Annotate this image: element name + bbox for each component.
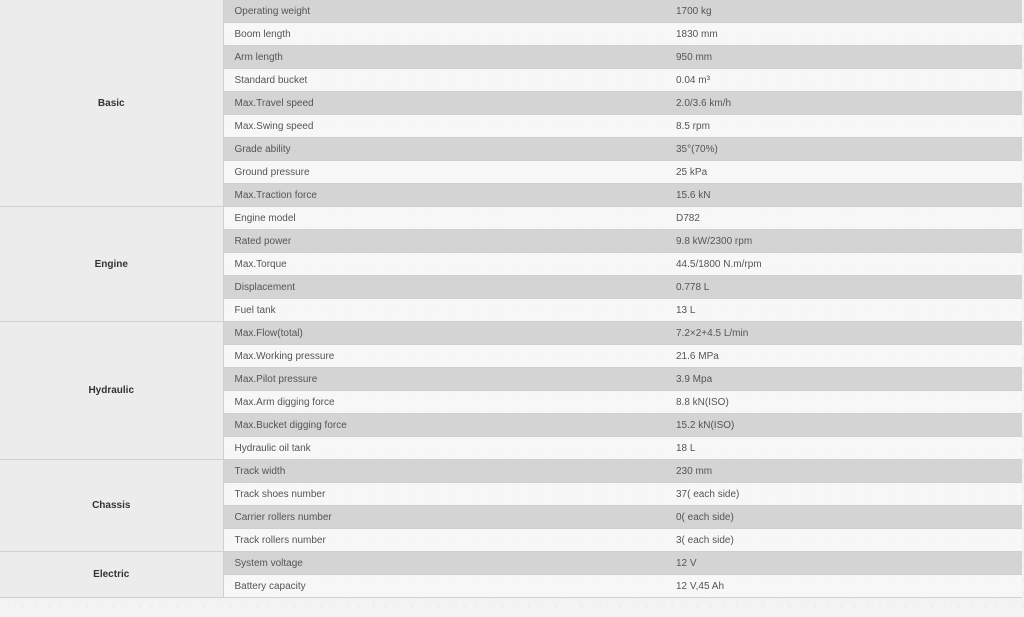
param-value: 37( each side)	[666, 483, 1022, 506]
param-name: Rated power	[223, 230, 666, 253]
param-value: 12 V,45 Ah	[666, 575, 1022, 598]
spec-row-electric	[0, 552, 1022, 575]
spec-row-engine	[0, 207, 1022, 230]
param-value: 35°(70%)	[666, 138, 1022, 161]
param-name: Max.Travel speed	[223, 92, 666, 115]
param-name: Max.Arm digging force	[223, 391, 666, 414]
param-name: Hydraulic oil tank	[223, 437, 666, 460]
param-value: 230 mm	[666, 460, 1022, 483]
param-name: Ground pressure	[223, 161, 666, 184]
param-value: 1830 mm	[666, 23, 1022, 46]
spec-row-basic	[0, 0, 1022, 23]
group-label-chassis: Chassis	[0, 460, 223, 552]
param-name: Track shoes number	[223, 483, 666, 506]
param-name: Grade ability	[223, 138, 666, 161]
param-value: 0( each side)	[666, 506, 1022, 529]
param-name: Max.Pilot pressure	[223, 368, 666, 391]
param-name: Max.Torque	[223, 253, 666, 276]
param-name: Standard bucket	[223, 69, 666, 92]
group-label-hydraulic: Hydraulic	[0, 322, 223, 460]
param-name: Engine model	[223, 207, 666, 230]
group-label-electric: Electric	[0, 552, 223, 598]
group-label-engine: Engine	[0, 207, 223, 322]
param-name: Max.Swing speed	[223, 115, 666, 138]
param-name: Fuel tank	[223, 299, 666, 322]
param-name: Arm length	[223, 46, 666, 69]
param-value: 3.9 Mpa	[666, 368, 1022, 391]
param-value: 21.6 MPa	[666, 345, 1022, 368]
param-value: D782	[666, 207, 1022, 230]
param-value: 7.2×2+4.5 L/min	[666, 322, 1022, 345]
param-name: Max.Working pressure	[223, 345, 666, 368]
param-name: System voltage	[223, 552, 666, 575]
param-value: 2.0/3.6 km/h	[666, 92, 1022, 115]
param-value: 1700 kg	[666, 0, 1022, 23]
param-value: 8.5 rpm	[666, 115, 1022, 138]
param-name: Max.Bucket digging force	[223, 414, 666, 437]
param-name: Track rollers number	[223, 529, 666, 552]
param-value: 3( each side)	[666, 529, 1022, 552]
param-name: Displacement	[223, 276, 666, 299]
param-value: 8.8 kN(ISO)	[666, 391, 1022, 414]
param-value: 0.04 m³	[666, 69, 1022, 92]
param-value: 950 mm	[666, 46, 1022, 69]
param-value: 15.2 kN(ISO)	[666, 414, 1022, 437]
param-value: 9.8 kW/2300 rpm	[666, 230, 1022, 253]
param-name: Carrier rollers number	[223, 506, 666, 529]
param-name: Boom length	[223, 23, 666, 46]
param-name: Track width	[223, 460, 666, 483]
group-label-basic: Basic	[0, 0, 223, 207]
param-name: Operating weight	[223, 0, 666, 23]
spec-row-chassis	[0, 460, 1022, 483]
param-name: Max.Traction force	[223, 184, 666, 207]
param-value: 18 L	[666, 437, 1022, 460]
param-value: 13 L	[666, 299, 1022, 322]
param-value: 12 V	[666, 552, 1022, 575]
param-name: Max.Flow(total)	[223, 322, 666, 345]
param-value: 44.5/1800 N.m/rpm	[666, 253, 1022, 276]
param-value: 15.6 kN	[666, 184, 1022, 207]
spec-row-hydraulic	[0, 322, 1022, 345]
param-value: 25 kPa	[666, 161, 1022, 184]
param-name: Battery capacity	[223, 575, 666, 598]
param-value: 0.778 L	[666, 276, 1022, 299]
